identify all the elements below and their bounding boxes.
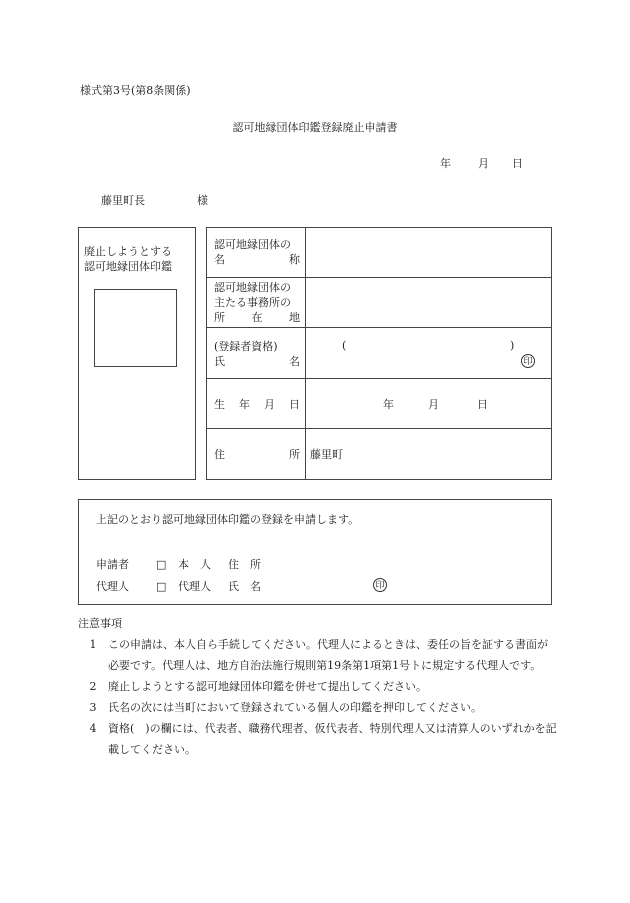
- name-line-label: 氏 名: [228, 580, 261, 593]
- birth-date-label: 生 年 月 日: [214, 398, 300, 411]
- note-item: 2 廃止しようとする認可地縁団体印鑑を併せて提出してください。: [89, 680, 427, 693]
- qualification-field[interactable]: [352, 331, 508, 351]
- note-item: 1 この申請は、本人自ら手続してください。代理人によるときは、委任の旨を証する書面が必要です。代理人は、地方自治法施行規則第19条第1項第1号トに規定する代理人です。: [89, 638, 548, 672]
- group-name-label: 認可地縁団体の 名 称: [214, 238, 300, 266]
- qualification-paren-open: (: [342, 339, 347, 352]
- seal-box-label: [84, 244, 191, 274]
- birth-year-unit: 年: [383, 398, 394, 411]
- registrant-name-field[interactable]: [310, 352, 510, 374]
- table-row-divider: [206, 378, 552, 379]
- date-year: 年: [440, 157, 451, 170]
- office-address-field[interactable]: [307, 279, 550, 325]
- self-checkbox[interactable]: □: [156, 558, 167, 571]
- office-address-label: 認可地縁団体の 主たる事務所の 所 在 地: [214, 281, 300, 324]
- address-value[interactable]: 藤里町: [310, 448, 343, 461]
- table-row-divider: [206, 428, 552, 429]
- group-name-field[interactable]: [307, 229, 550, 275]
- seal-box-label-line2: 認可地縁団体印鑑: [84, 260, 172, 273]
- form-number: 様式第3号(第8条関係): [80, 84, 191, 97]
- table-row-divider: [206, 277, 552, 278]
- table-column-divider: [305, 227, 306, 480]
- applicant-address-field[interactable]: [280, 556, 540, 574]
- application-statement: 上記のとおり認可地縁団体印鑑の登録を申請します。: [96, 513, 360, 526]
- addressee-honorific: 様: [197, 194, 208, 207]
- address-label: 住 所: [214, 448, 300, 461]
- self-label: 本 人: [178, 558, 211, 571]
- birth-month-unit: 月: [428, 398, 439, 411]
- seal-box-label-line1: 廃止しようとする: [84, 245, 172, 258]
- seal-mark-icon: 印: [373, 578, 387, 592]
- note-item: 3 氏名の次には当町において登録されている個人の印鑑を押印してください。: [89, 701, 482, 714]
- note-item: 4 資格( )の欄には、代表者、職務代理者、仮代表者、特別代理人又は清算人のいずれかを記載してください。: [89, 722, 557, 756]
- addressee-name: 藤里町長: [101, 194, 145, 207]
- date-day: 日: [512, 157, 523, 170]
- notes-heading: 注意事項: [78, 617, 122, 630]
- agent-label: 代理人: [96, 580, 129, 593]
- agent-option-label: 代理人: [178, 580, 211, 593]
- applicant-name-field[interactable]: [280, 578, 370, 596]
- birth-day-unit: 日: [477, 398, 488, 411]
- address-line-label: 住 所: [228, 558, 261, 571]
- seal-mark-icon: 印: [521, 354, 535, 368]
- notes-section: [78, 613, 558, 760]
- qualification-paren-close: ): [510, 339, 515, 352]
- registrant-label: (登録者資格) 氏 名: [214, 340, 300, 368]
- seal-stamp-area[interactable]: [94, 289, 177, 367]
- table-row-divider: [206, 327, 552, 328]
- document-title: 認可地縁団体印鑑登録廃止申請書: [232, 121, 398, 134]
- applicant-label: 申請者: [96, 558, 129, 571]
- date-month: 月: [478, 157, 489, 170]
- agent-checkbox[interactable]: □: [156, 580, 167, 593]
